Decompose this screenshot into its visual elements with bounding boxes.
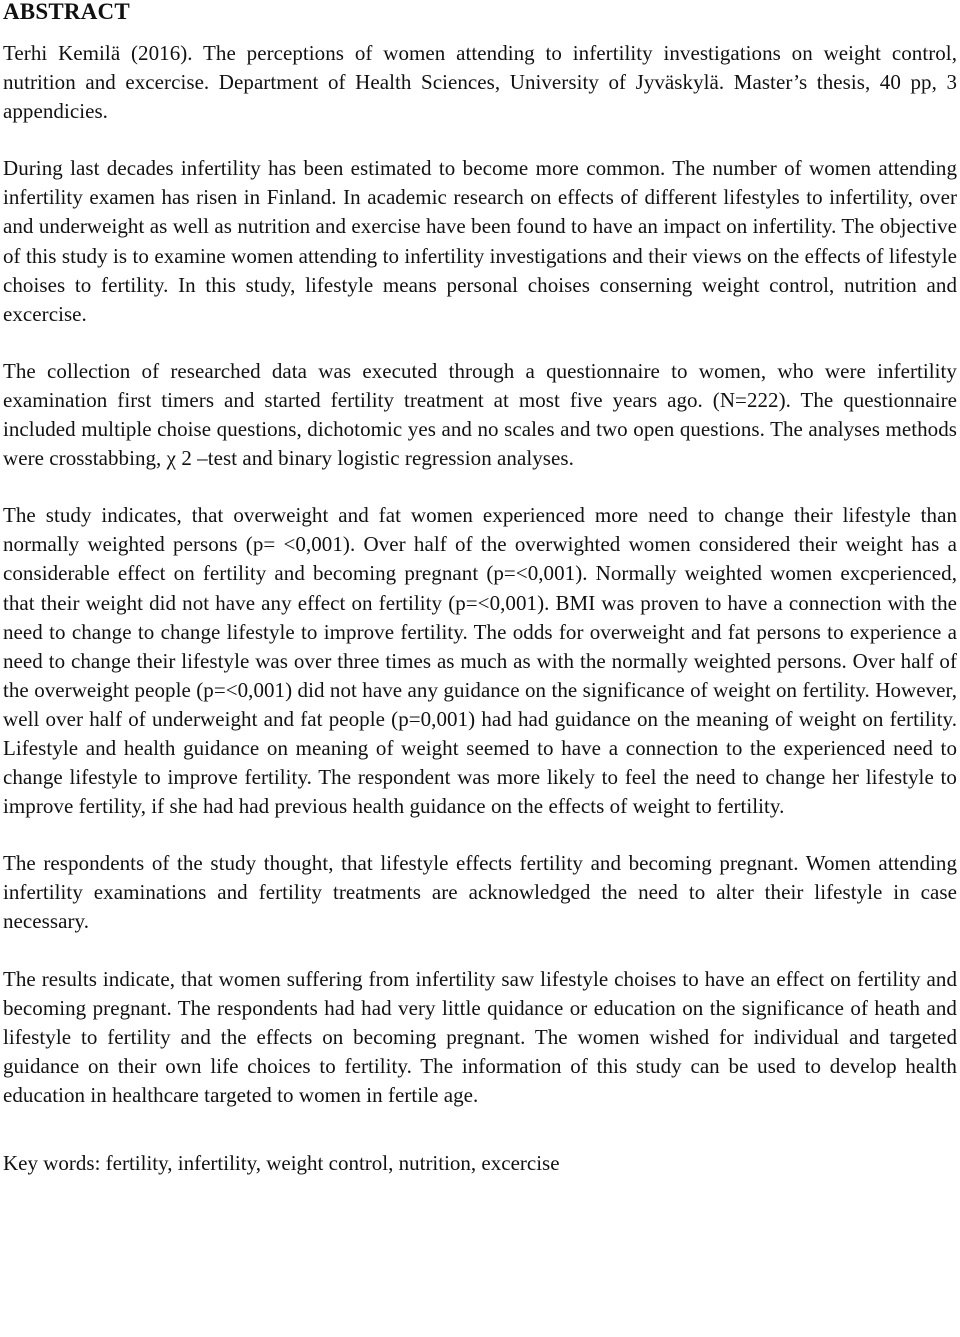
methods-paragraph: The collection of researched data was executed through a questionnaire to women, who were infertility examination first timers and started fertility treatment at most five years ago. (N=222). The questionnaire included multiple choise questions, dichotomic yes and no scales and two open questions. The analyses methods were crosstabbing, χ 2 –test and binary logistic regression analyses. <box>3 358 957 471</box>
results-paragraph: The study indicates, that overweight and fat women experienced more need to change their lifestyle than normally weighted persons (p= <0,001). Over half of the overwighted women considered their weight has a considerable effect on fertility and becoming pregnant (p=<0,001). Normally weighted women excperienced, that their weight did not have any effect on fertility (p=<0,001). BMI was proven to have a connection with the need to change to change lifestyle to improve fertility. The odds for overweight and fat persons to experience a need to change their lifestyle was over three times as much as with the normally weighted persons. Over half of the overweight people (p=<0,001) did not have any guidance on the significance of weight on fertility. However, well over half of underweight and fat people (p=0,001) had had guidance on the meaning of weight on fertility. Lifestyle and health guidance on meaning of weight seemed to have a connection to the experienced need to change lifestyle to improve fertility. The respondent was more likely to feel the need to change her lifestyle to improve fertility, if she had had previous health guidance on the effects of weight to fertility. <box>3 503 957 819</box>
keywords-line: Key words: fertility, infertility, weight control, nutrition, excercise <box>3 1151 560 1175</box>
citation-paragraph: Terhi Kemilä (2016). The perceptions of women attending to infertility investigations on weight control, nutrition and excercise. Department of Health Sciences, University of Jyväskylä. Master’s thesis, 40 pp, 3 appendicies. <box>3 41 957 124</box>
respondents-paragraph: The respondents of the study thought, that lifestyle effects fertility and becoming pregnant. Women attending infertility examinations and fertility treatments are acknowledged the need to alter their lifestyle in case necessary. <box>3 851 957 934</box>
abstract-heading: ABSTRACT <box>3 0 130 24</box>
background-paragraph: During last decades infertility has been estimated to become more common. The number of women attending infertility examen has risen in Finland. In academic research on effects of different lifestyles to infertility, over and underweight as well as nutrition and exercise have been found to have an impact on infertility. The objective of this study is to examine women attending to infertility investigations and their views on the effects of lifestyle choises to fertility. In this study, lifestyle means personal choises conserning weight control, nutrition and excercise. <box>3 156 957 326</box>
conclusion-paragraph: The results indicate, that women suffering from infertility saw lifestyle choises to have an effect on fertility and becoming pregnant. The respondents had had very little quidance or education on the significance of heath and lifestyle to fertility and the effects on becoming pregnant. The women wished for individual and targeted guidance on their own life choices to fertility. The information of this study can be used to develop health education in healthcare targeted to women in fertile age. <box>3 966 957 1107</box>
abstract-page <box>3 0 957 1178</box>
